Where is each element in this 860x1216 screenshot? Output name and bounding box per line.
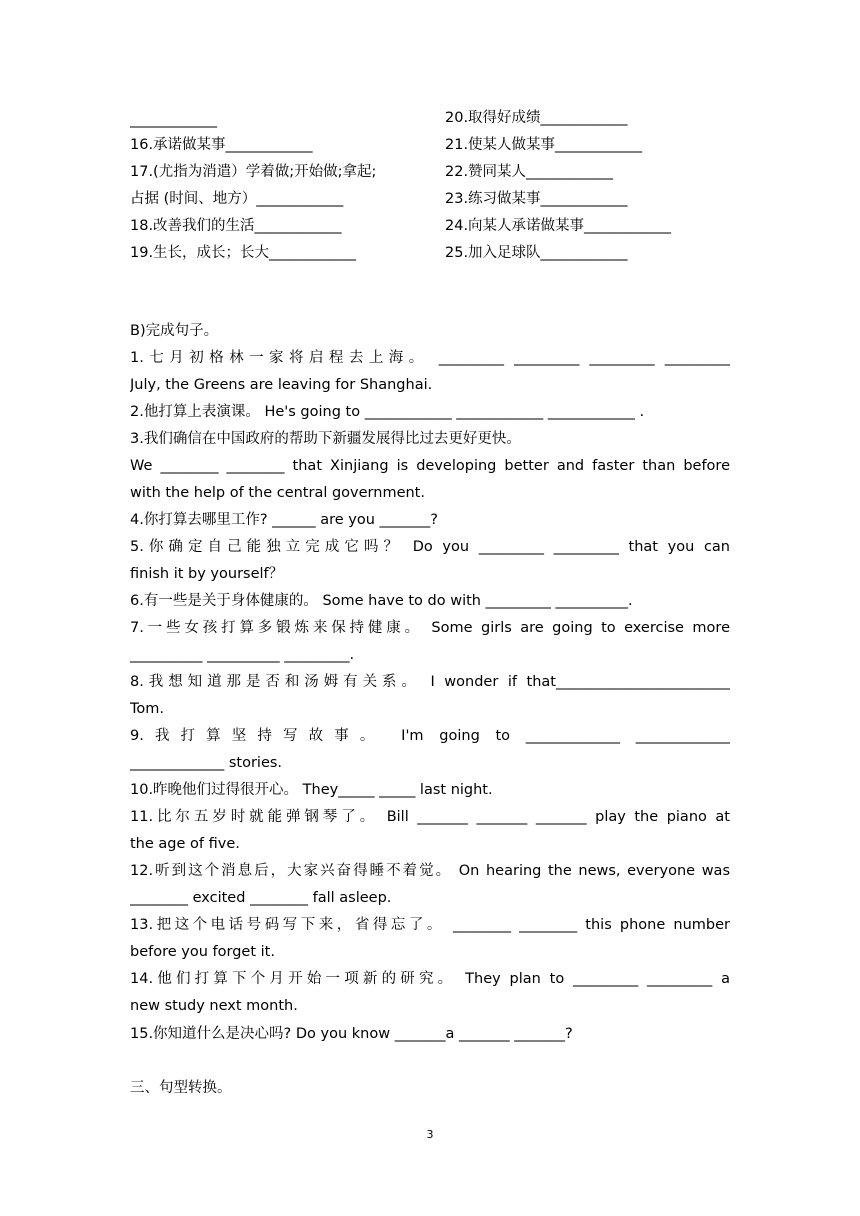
vocab-right-line-3: 23.练习做某事____________ <box>445 191 628 207</box>
sentence-line: 5.你确定自己能独立完成它吗？ Do you _________ _________ that you can <box>130 539 730 555</box>
sentence-line: Tom. <box>130 701 164 717</box>
sentence-line: 12.听到这个消息后，大家兴奋得睡不着觉。 On hearing the news, everyone was <box>130 863 730 879</box>
vocab-left-line-1: 16.承诺做某事____________ <box>130 137 313 153</box>
sentence-line: _____________ stories. <box>130 755 283 771</box>
vocab-left-line-0: ____________ <box>130 112 217 128</box>
vocab-left-line-5: 19.生长，成长；长大____________ <box>130 245 357 261</box>
sentence-line: 3.我们确信在中国政府的帮助下新疆发展得比过去更好更快。 <box>130 431 521 447</box>
sentence-line: 9.我打算坚持写故事。 I'm going to _____________ _____________ <box>130 728 730 744</box>
sentence-line: 11.比尔五岁时就能弹钢琴了。 Bill _______ _______ _______ play the piano at <box>130 809 730 825</box>
sentence-line: 8.我想知道那是否和汤姆有关系。 I wonder if that________________________ <box>130 674 730 690</box>
sentence-line: 14.他们打算下个月开始一项新的研究。 They plan to _________ _________ a <box>130 971 730 987</box>
sentence-line: the age of five. <box>130 836 240 852</box>
sentence-line: 15.你知道什么是决心吗? Do you know _______a _______ _______? <box>130 1026 573 1042</box>
section-b-heading: B)完成句子。 <box>130 323 219 339</box>
sentence-line: __________ __________ _________. <box>130 647 355 663</box>
sentence-line: with the help of the central government. <box>130 485 425 501</box>
page-number: 3 <box>426 1128 434 1141</box>
sentence-line: 13.把这个电话号码写下来，省得忘了。 ________ ________ this phone number <box>130 917 730 933</box>
sentence-line: finish it by yourself？ <box>130 566 284 582</box>
sentence-line: 1.七月初格林一家将启程去上海。 _________ _________ _________ _________ <box>130 350 730 366</box>
sentence-line: 10.昨晚他们过得很开心。 They_____ _____ last night. <box>130 782 493 798</box>
sentence-line: July, the Greens are leaving for Shanghai. <box>130 377 433 393</box>
section-3-heading: 三、句型转换。 <box>130 1080 232 1096</box>
vocab-left-line-3: 占据 (时间、地方）____________ <box>130 191 344 207</box>
sentence-line: before you forget it. <box>130 944 275 960</box>
sentence-line: new study next month. <box>130 998 298 1014</box>
vocab-right-line-2: 22.赞同某人____________ <box>445 164 614 180</box>
vocab-right-line-1: 21.使某人做某事____________ <box>445 137 643 153</box>
sentence-line: 2.他打算上表演课。 He's going to ____________ ____________ ____________ . <box>130 404 645 420</box>
sentence-line: ________ excited ________ fall asleep. <box>130 890 392 906</box>
vocab-right-line-5: 25.加入足球队____________ <box>445 245 628 261</box>
sentence-line: 7.一些女孩打算多锻炼来保持健康。 Some girls are going to exercise more <box>130 620 730 636</box>
vocab-right-line-0: 20.取得好成绩____________ <box>445 110 628 126</box>
vocab-left-line-2: 17.(尤指为消遣）学着做;开始做;拿起; <box>130 164 377 180</box>
vocab-right-line-4: 24.向某人承诺做某事____________ <box>445 218 672 234</box>
vocab-left-line-4: 18.改善我们的生活____________ <box>130 218 342 234</box>
sentence-line: 4.你打算去哪里工作? ______ are you _______? <box>130 512 439 528</box>
sentence-line: 6.有一些是关于身体健康的。 Some have to do with _________ __________. <box>130 593 633 609</box>
sentence-line: We ________ ________ that Xinjiang is developing better and faster than before <box>130 458 730 474</box>
